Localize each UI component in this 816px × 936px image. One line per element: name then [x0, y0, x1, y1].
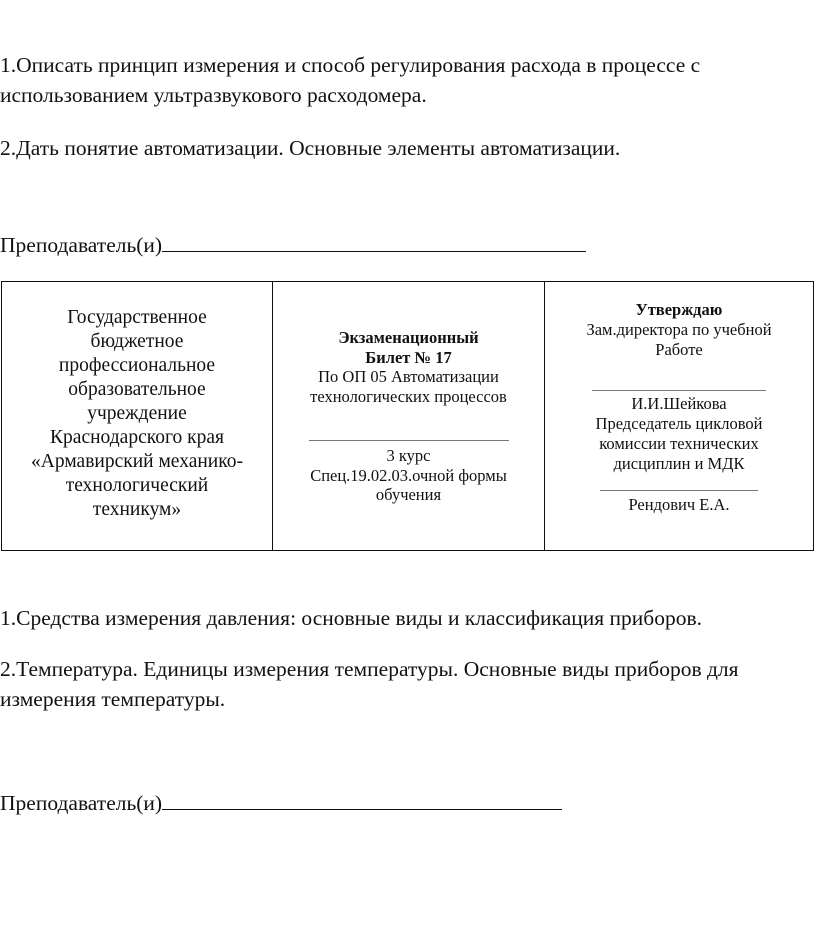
institution-line: образовательное — [68, 379, 206, 400]
approval-cell — [545, 282, 813, 550]
institution-line: бюджетное — [90, 331, 184, 352]
specialty: Спец.19.02.03.очной формы обучения — [310, 465, 507, 504]
institution-line: техникум» — [92, 499, 182, 520]
ticket-info-cell — [273, 282, 545, 550]
chair-rule — [600, 490, 758, 491]
teacher-signature — [0, 787, 562, 818]
signature-line — [162, 229, 586, 252]
chair-name: Рендович Е.А. — [628, 495, 730, 514]
institution-cell — [2, 282, 273, 550]
teacher-label: Преподаватель(и) — [0, 233, 163, 257]
institution-line: «Армавирский механико- — [31, 451, 243, 472]
chair-role: Председатель цикловой комиссии технических дисциплин и МДК — [595, 414, 763, 473]
question-1: 1.Средства измерения давления: основные виды и классификация приборов. — [0, 606, 702, 630]
ticket-number: Билет № 17 — [365, 347, 452, 367]
institution-line: профессиональное — [58, 355, 216, 376]
course: 3 курс — [386, 446, 431, 465]
course-rule — [309, 440, 509, 441]
approver-name: И.И.Шейкова — [631, 394, 727, 413]
question-2: 2.Температура. Единицы измерения температуры. Основные виды приборов для измерения температуры. — [0, 657, 739, 711]
institution-line: Государственное — [67, 307, 207, 328]
institution-line: учреждение — [87, 403, 187, 424]
question-1: 1.Описать принцип измерения и способ регулирования расхода в процессе с использованием ультразвукового расходомера. — [0, 53, 701, 107]
approve-title: Утверждаю — [635, 300, 723, 319]
approver-rule — [592, 390, 766, 391]
question-2: 2.Дать понятие автоматизации. Основные элементы автоматизации. — [0, 136, 621, 160]
subject: По ОП 05 Автоматизации технологических процессов — [310, 367, 507, 406]
approve-role: Зам.директора по учебной Работе — [586, 320, 772, 359]
teacher-signature — [0, 229, 586, 260]
signature-line — [162, 787, 562, 810]
ticket-type: Экзаменационный — [338, 328, 479, 347]
institution-line: Краснодарского края — [50, 427, 224, 448]
institution-line: технологический — [65, 475, 209, 496]
ticket-header-table — [1, 281, 814, 551]
teacher-label: Преподаватель(и) — [0, 791, 163, 815]
